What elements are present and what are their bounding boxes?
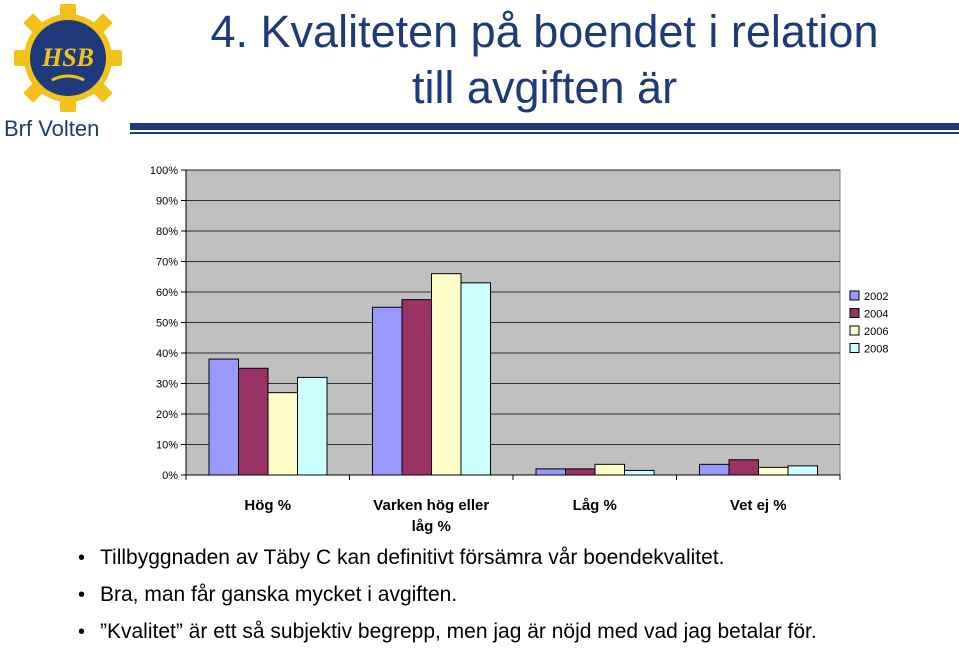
bar-2004-3 bbox=[566, 469, 596, 475]
comment-list bbox=[78, 546, 817, 657]
comment-item: • Bra, man får ganska mycket i avgiften. bbox=[78, 583, 817, 620]
x-category-label: Hög % bbox=[244, 497, 292, 514]
title-line-2: till avgiften är bbox=[411, 62, 678, 113]
logo-lettering: HSB bbox=[41, 43, 95, 72]
legend-label-2002: 2002 bbox=[864, 291, 889, 303]
legend-swatch-2002 bbox=[850, 291, 859, 300]
bar-chart bbox=[0, 150, 959, 545]
y-tick-label: 30% bbox=[155, 378, 178, 391]
y-tick-label: 60% bbox=[155, 287, 178, 299]
hsb-logo bbox=[12, 2, 124, 114]
legend-label-2006: 2006 bbox=[864, 326, 889, 338]
y-tick-label: 90% bbox=[155, 195, 178, 208]
y-tick-label: 70% bbox=[155, 256, 178, 269]
x-category-label: Låg % bbox=[572, 497, 617, 514]
y-tick-label: 40% bbox=[155, 348, 178, 360]
bar-2004-1 bbox=[239, 368, 269, 475]
bar-2006-1 bbox=[268, 393, 298, 475]
legend-label-2004: 2004 bbox=[864, 308, 889, 321]
page-title bbox=[130, 4, 959, 116]
bar-2002-3 bbox=[536, 469, 566, 475]
bar-2006-4 bbox=[759, 467, 789, 475]
bar-2004-4 bbox=[729, 460, 759, 475]
title-underline-thick bbox=[130, 123, 959, 130]
bar-2008-3 bbox=[625, 470, 655, 475]
y-tick-label: 80% bbox=[155, 226, 178, 238]
y-tick-label: 0% bbox=[162, 470, 178, 482]
title-underline-thin bbox=[130, 132, 959, 134]
bar-2002-1 bbox=[209, 359, 239, 475]
legend-swatch-2004 bbox=[850, 309, 859, 318]
brand-name: Brf Volten bbox=[4, 116, 100, 141]
bar-2006-2 bbox=[432, 274, 462, 475]
bar-2008-4 bbox=[788, 466, 818, 475]
y-tick-label: 10% bbox=[155, 439, 178, 452]
bar-2004-2 bbox=[402, 300, 432, 475]
bar-2008-1 bbox=[298, 377, 328, 475]
y-tick-label: 20% bbox=[155, 409, 178, 421]
x-category-label: Vet ej % bbox=[729, 497, 787, 514]
legend-label-2008: 2008 bbox=[864, 343, 889, 356]
bar-2002-4 bbox=[700, 464, 730, 475]
y-tick-label: 50% bbox=[155, 317, 178, 330]
x-category-label: Varken hög eller låg % bbox=[373, 497, 490, 535]
bar-2008-2 bbox=[461, 283, 491, 475]
comment-item: • Tillbyggnaden av Täby C kan definitivt försämra vår boendekvalitet. bbox=[78, 546, 817, 583]
bar-2002-2 bbox=[373, 307, 403, 475]
y-tick-label: 100% bbox=[149, 165, 178, 177]
bar-2006-3 bbox=[595, 464, 625, 475]
comment-item: • ”Kvalitet” är ett så subjektiv begrepp, men jag är nöjd med vad jag betalar för. bbox=[78, 620, 817, 657]
legend-swatch-2006 bbox=[850, 326, 859, 335]
legend-swatch-2008 bbox=[850, 344, 859, 353]
title-line-1: 4. Kvaliteten på boendet i relation bbox=[210, 6, 879, 57]
